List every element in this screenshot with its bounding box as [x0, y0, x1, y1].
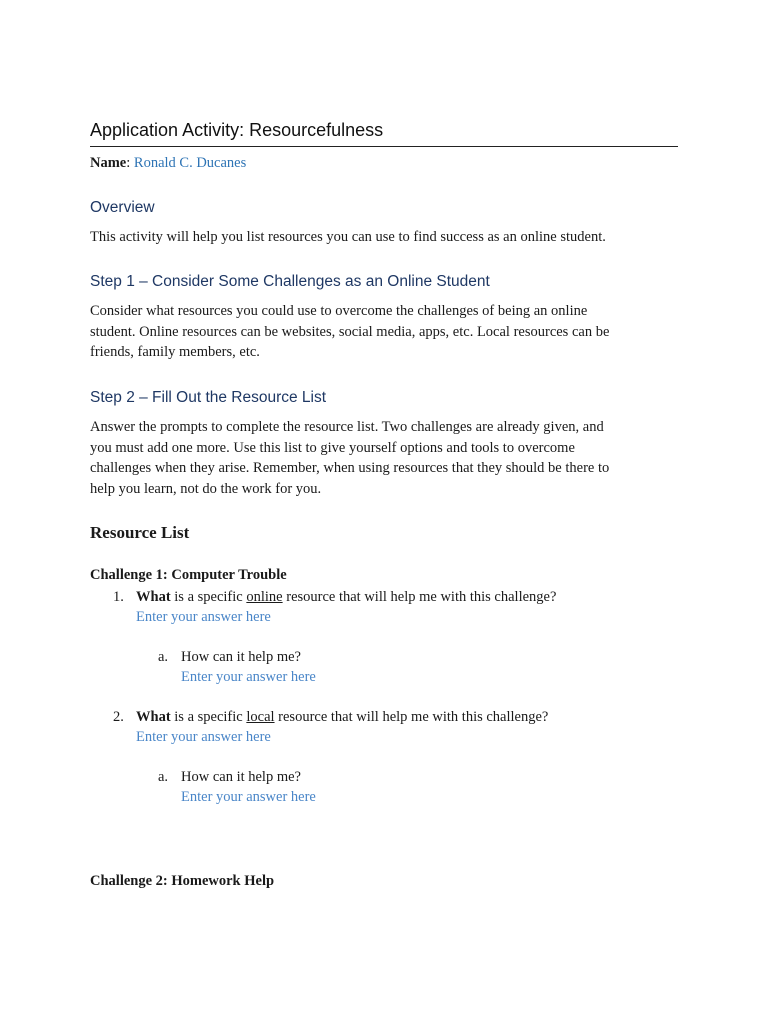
overview-text-line: This activity will help you list resources you can use to find success as an online student. [90, 229, 606, 245]
question-1-pre: is a specific [170, 589, 247, 605]
question-2-post: resource that will help me with this challenge? [274, 709, 549, 725]
name-colon: : [126, 155, 134, 171]
step1-text [90, 301, 680, 363]
overview-text [90, 227, 680, 248]
step2-text [90, 417, 680, 500]
question-1-answer-field[interactable]: Enter your answer here [136, 609, 271, 625]
overview-heading: Overview [90, 199, 155, 216]
resource-list-heading: Resource List [90, 523, 190, 542]
name-value[interactable]: Ronald C. Ducanes [133, 155, 247, 171]
question-1-text [136, 589, 556, 606]
question-2-number: 2. [113, 709, 124, 725]
step2-heading: Step 2 – Fill Out the Resource List [90, 389, 327, 406]
step1-heading: Step 1 – Consider Some Challenges as an Online Student [90, 273, 490, 290]
question-1a-answer-field[interactable]: Enter your answer here [181, 669, 316, 685]
step1-text-line: student. Online resources can be websites, social media, apps, etc. Local resources can be [90, 323, 610, 340]
step2-text-line: help you learn, not do the work for you. [90, 481, 322, 498]
question-2a-letter: a. [158, 769, 169, 785]
question-2a-answer-field[interactable]: Enter your answer here [181, 789, 316, 805]
step2-text-line: you must add one more. Use this list to give yourself options and tools to overcome [90, 439, 575, 456]
question-2-answer-field[interactable]: Enter your answer here [136, 729, 271, 745]
step2-text-line: challenges when they arise. Remember, when using resources that they should be there to [90, 460, 610, 477]
name-line [90, 155, 246, 172]
question-2-pre: is a specific [170, 709, 247, 725]
challenge-2-title: Challenge 2: Homework Help [90, 873, 275, 889]
step1-text-line: friends, family members, etc. [90, 344, 260, 361]
title-underline-rule [90, 146, 678, 147]
question-1-underlined: online [246, 589, 283, 605]
step1-text-line: Consider what resources you could use to overcome the challenges of being an online [90, 303, 588, 319]
question-1a-text: How can it help me? [181, 649, 301, 665]
step2-text-line: Answer the prompts to complete the resource list. Two challenges are already given, and [90, 419, 604, 435]
question-2-underlined: local [246, 709, 275, 725]
question-1a-letter: a. [158, 649, 169, 665]
question-1-post: resource that will help me with this challenge? [282, 589, 557, 605]
question-2-text [136, 709, 548, 726]
page-title: Application Activity: Resourcefulness [90, 120, 384, 140]
name-label: Name [90, 155, 127, 171]
question-2-bold: What [136, 709, 171, 725]
question-2a-text: How can it help me? [181, 769, 301, 785]
question-1-number: 1. [113, 589, 124, 605]
challenge-1-title: Challenge 1: Computer Trouble [90, 567, 287, 583]
question-1-bold: What [136, 589, 171, 605]
